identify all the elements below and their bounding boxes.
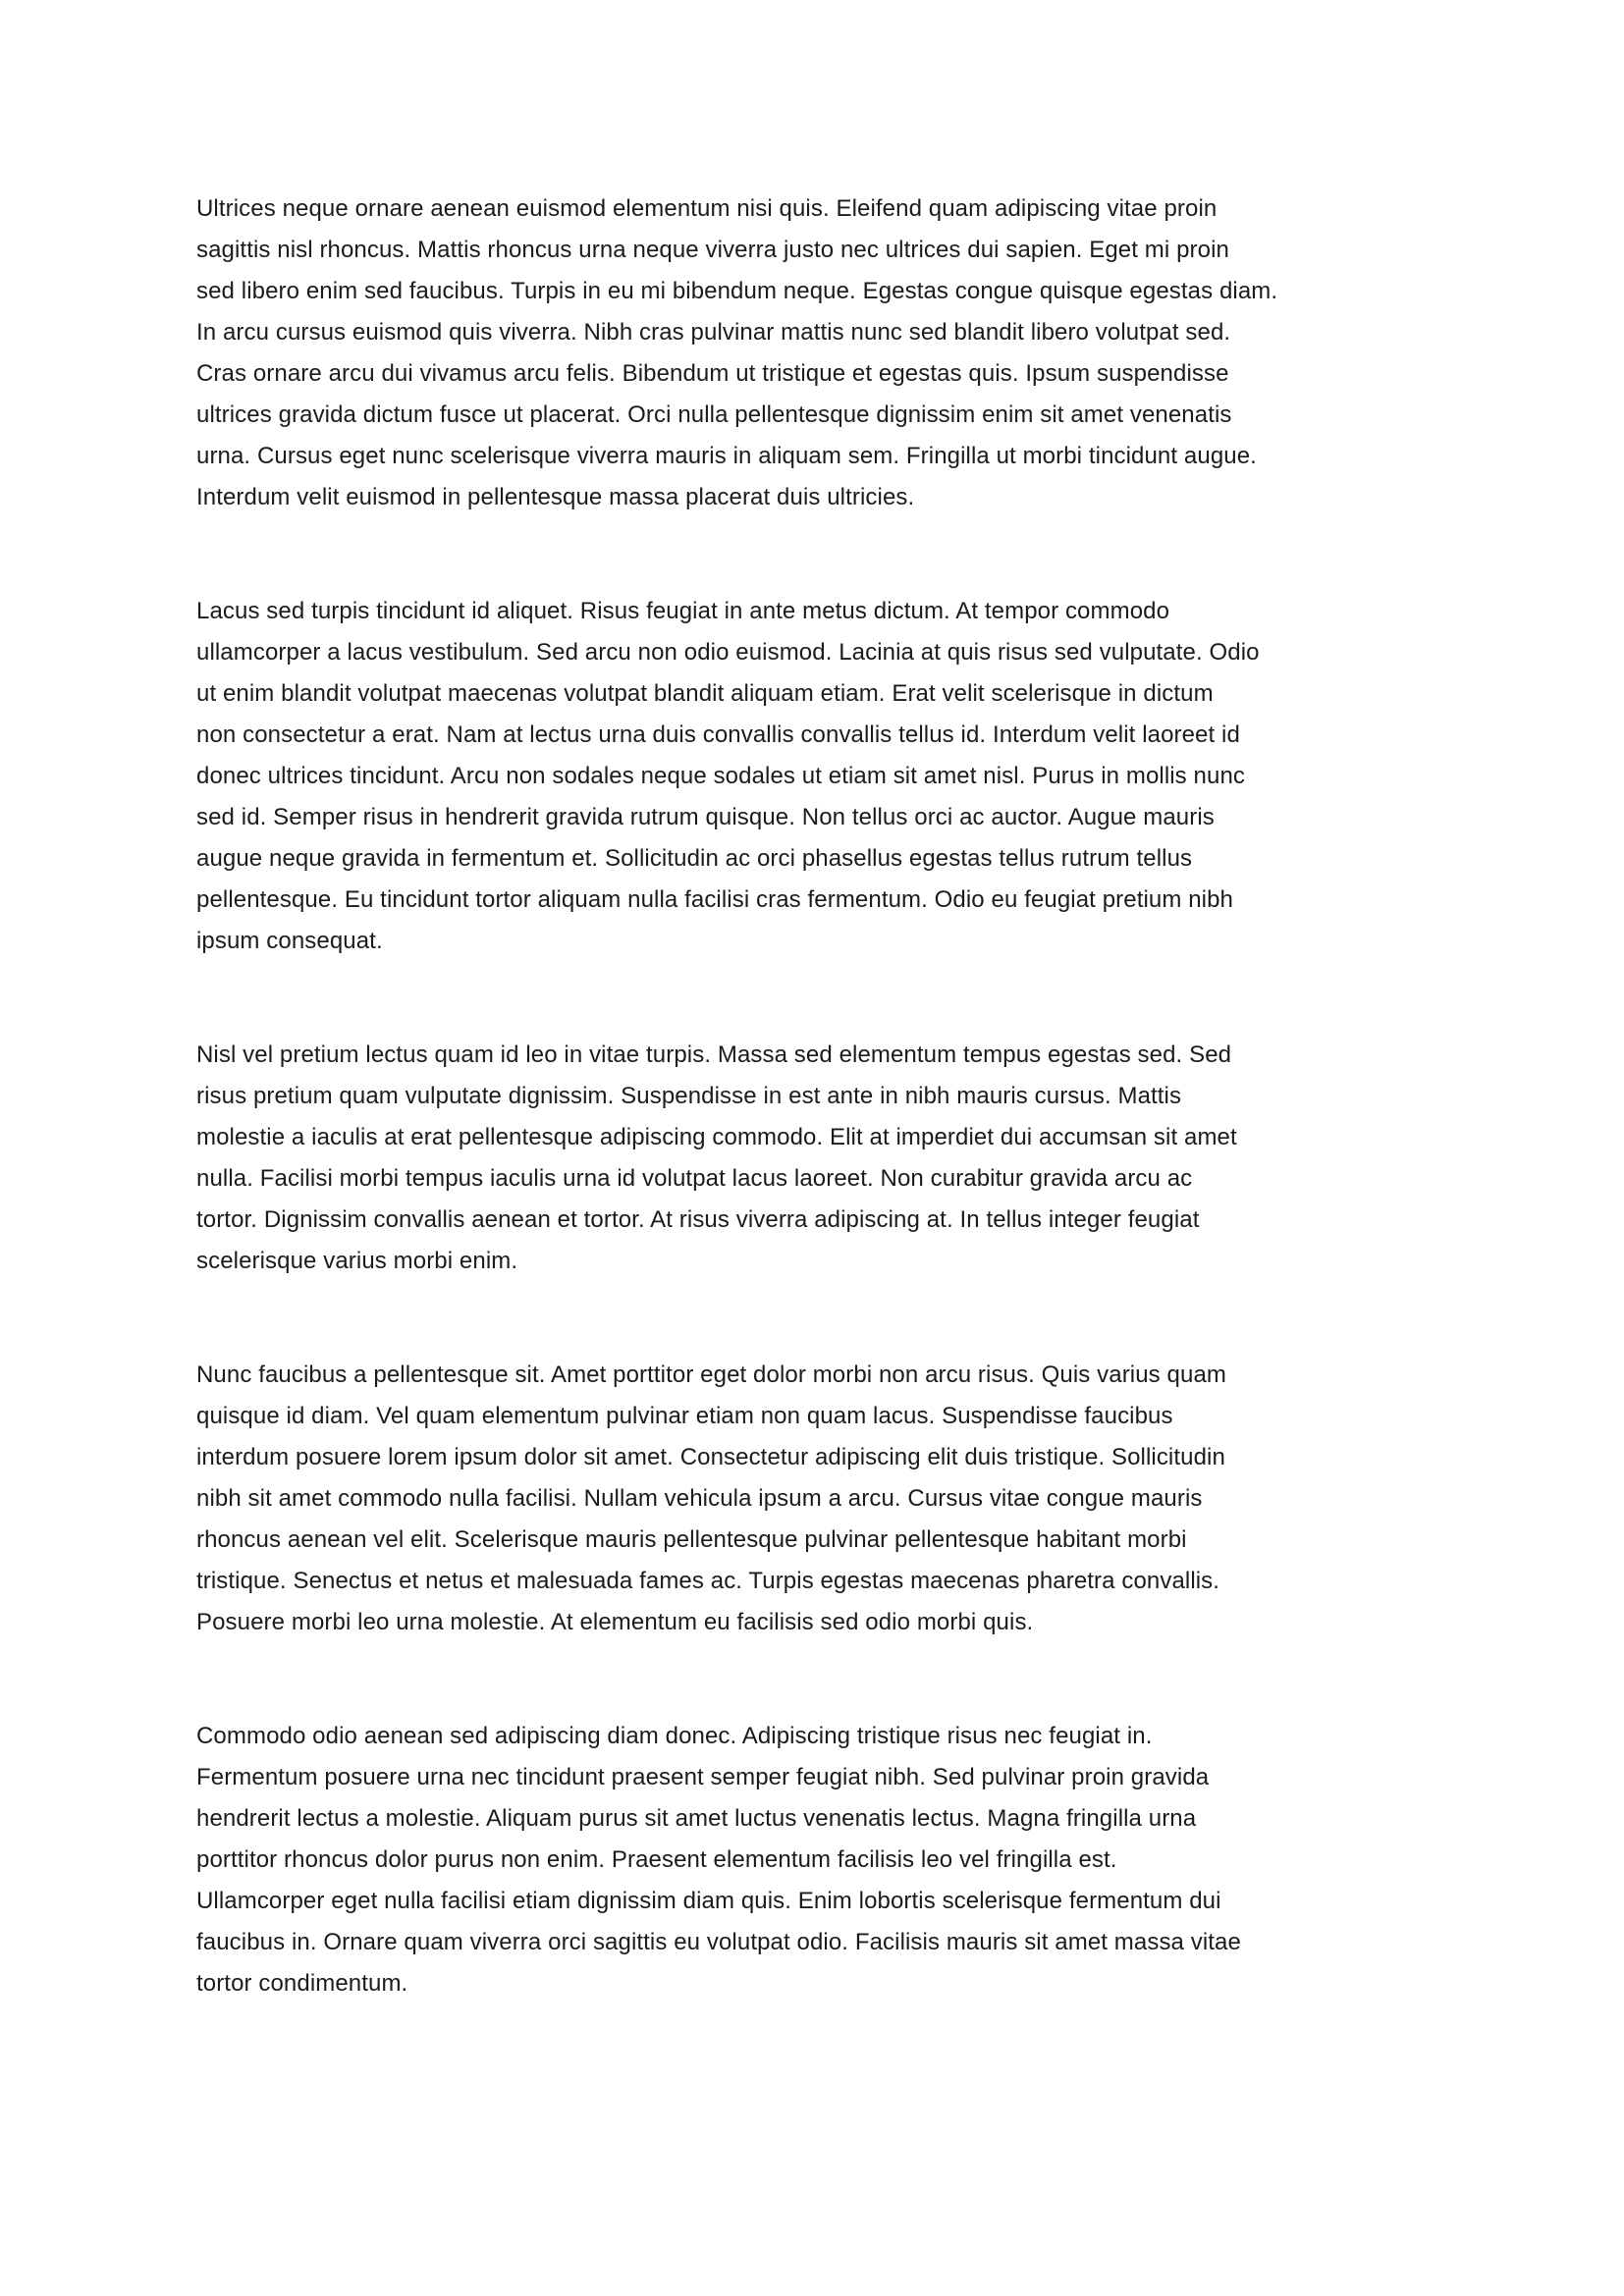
text-line: hendrerit lectus a molestie. Aliquam purus sit amet luctus venenatis lectus. Magna fringilla urna [196, 1805, 1197, 1832]
paragraph-1 [196, 188, 1428, 518]
text-line: porttitor rhoncus dolor purus non enim. Praesent elementum facilisis leo vel fringilla est. [196, 1846, 1117, 1873]
text-line: faucibus in. Ornare quam viverra orci sagittis eu volutpat odio. Facilisis mauris sit amet massa vitae [196, 1929, 1241, 1955]
text-line: ullamcorper a lacus vestibulum. Sed arcu non odio euismod. Lacinia at quis risus sed vulputate. Odio [196, 639, 1260, 666]
text-line: tortor. Dignissim convallis aenean et tortor. At risus viverra adipiscing at. In tellus integer feugiat [196, 1206, 1200, 1233]
text-line: augue neque gravida in fermentum et. Sollicitudin ac orci phasellus egestas tellus rutrum tellus [196, 845, 1193, 872]
text-line: scelerisque varius morbi enim. [196, 1248, 518, 1274]
paragraph-4 [196, 1355, 1428, 1643]
text-line: Fermentum posuere urna nec tincidunt praesent semper feugiat nibh. Sed pulvinar proin gravida [196, 1764, 1210, 1790]
text-line: urna. Cursus eget nunc scelerisque viverra mauris in aliquam sem. Fringilla ut morbi tincidunt augue. [196, 443, 1257, 469]
text-line: non consectetur a erat. Nam at lectus urna duis convallis convallis tellus id. Interdum velit laoreet id [196, 721, 1240, 748]
paragraph-2 [196, 591, 1428, 962]
text-line: sed libero enim sed faucibus. Turpis in eu mi bibendum neque. Egestas congue quisque egestas diam. [196, 278, 1278, 304]
text-line: ipsum consequat. [196, 928, 383, 954]
text-line: donec ultrices tincidunt. Arcu non sodales neque sodales ut etiam sit amet nisl. Purus in mollis nunc [196, 763, 1245, 789]
text-line: rhoncus aenean vel elit. Scelerisque mauris pellentesque pulvinar pellentesque habitant morbi [196, 1526, 1187, 1553]
text-line: nulla. Facilisi morbi tempus iaculis urna id volutpat lacus laoreet. Non curabitur gravida arcu ac [196, 1165, 1193, 1192]
text-line: Lacus sed turpis tincidunt id aliquet. Risus feugiat in ante metus dictum. At tempor commodo [196, 598, 1170, 624]
text-line: Posuere morbi leo urna molestie. At elementum eu facilisis sed odio morbi quis. [196, 1609, 1034, 1635]
paragraph-3 [196, 1035, 1428, 1282]
paragraph-5 [196, 1716, 1428, 2004]
text-line: Commodo odio aenean sed adipiscing diam donec. Adipiscing tristique risus nec feugiat in. [196, 1723, 1153, 1749]
text-line: Cras ornare arcu dui vivamus arcu felis. Bibendum ut tristique et egestas quis. Ipsum suspendisse [196, 360, 1229, 387]
text-line: risus pretium quam vulputate dignissim. Suspendisse in est ante in nibh mauris cursus. Mattis [196, 1083, 1182, 1109]
text-line: Interdum velit euismod in pellentesque massa placerat duis ultricies. [196, 484, 915, 510]
text-line: ultrices gravida dictum fusce ut placerat. Orci nulla pellentesque dignissim enim sit amet venenatis [196, 401, 1232, 428]
text-line: Ultrices neque ornare aenean euismod elementum nisi quis. Eleifend quam adipiscing vitae proin [196, 195, 1218, 222]
text-line: pellentesque. Eu tincidunt tortor aliquam nulla facilisi cras fermentum. Odio eu feugiat pretium nibh [196, 886, 1233, 913]
text-line: tristique. Senectus et netus et malesuada fames ac. Turpis egestas maecenas pharetra convallis. [196, 1568, 1220, 1594]
text-line: nibh sit amet commodo nulla facilisi. Nullam vehicula ipsum a arcu. Cursus vitae congue mauris [196, 1485, 1203, 1512]
text-line: interdum posuere lorem ipsum dolor sit amet. Consectetur adipiscing elit duis tristique. Sollicitudin [196, 1444, 1225, 1470]
text-line: Ullamcorper eget nulla facilisi etiam dignissim diam quis. Enim lobortis scelerisque fermentum dui [196, 1888, 1221, 1914]
text-line: quisque id diam. Vel quam elementum pulvinar etiam non quam lacus. Suspendisse faucibus [196, 1403, 1173, 1429]
text-line: ut enim blandit volutpat maecenas volutpat blandit aliquam etiam. Erat velit scelerisque in dictum [196, 680, 1214, 707]
text-line: In arcu cursus euismod quis viverra. Nibh cras pulvinar mattis nunc sed blandit libero volutpat sed. [196, 319, 1231, 346]
text-line: Nunc faucibus a pellentesque sit. Amet porttitor eget dolor morbi non arcu risus. Quis varius quam [196, 1362, 1226, 1388]
text-line: sagittis nisl rhoncus. Mattis rhoncus urna neque viverra justo nec ultrices dui sapien. Eget mi proin [196, 237, 1229, 263]
text-line: tortor condimentum. [196, 1970, 408, 1997]
text-line: molestie a iaculis at erat pellentesque adipiscing commodo. Elit at imperdiet dui accumsan sit amet [196, 1124, 1237, 1150]
text-line: Nisl vel pretium lectus quam id leo in vitae turpis. Massa sed elementum tempus egestas sed. Sed [196, 1041, 1232, 1068]
text-line: sed id. Semper risus in hendrerit gravida rutrum quisque. Non tellus orci ac auctor. Augue mauris [196, 804, 1215, 830]
